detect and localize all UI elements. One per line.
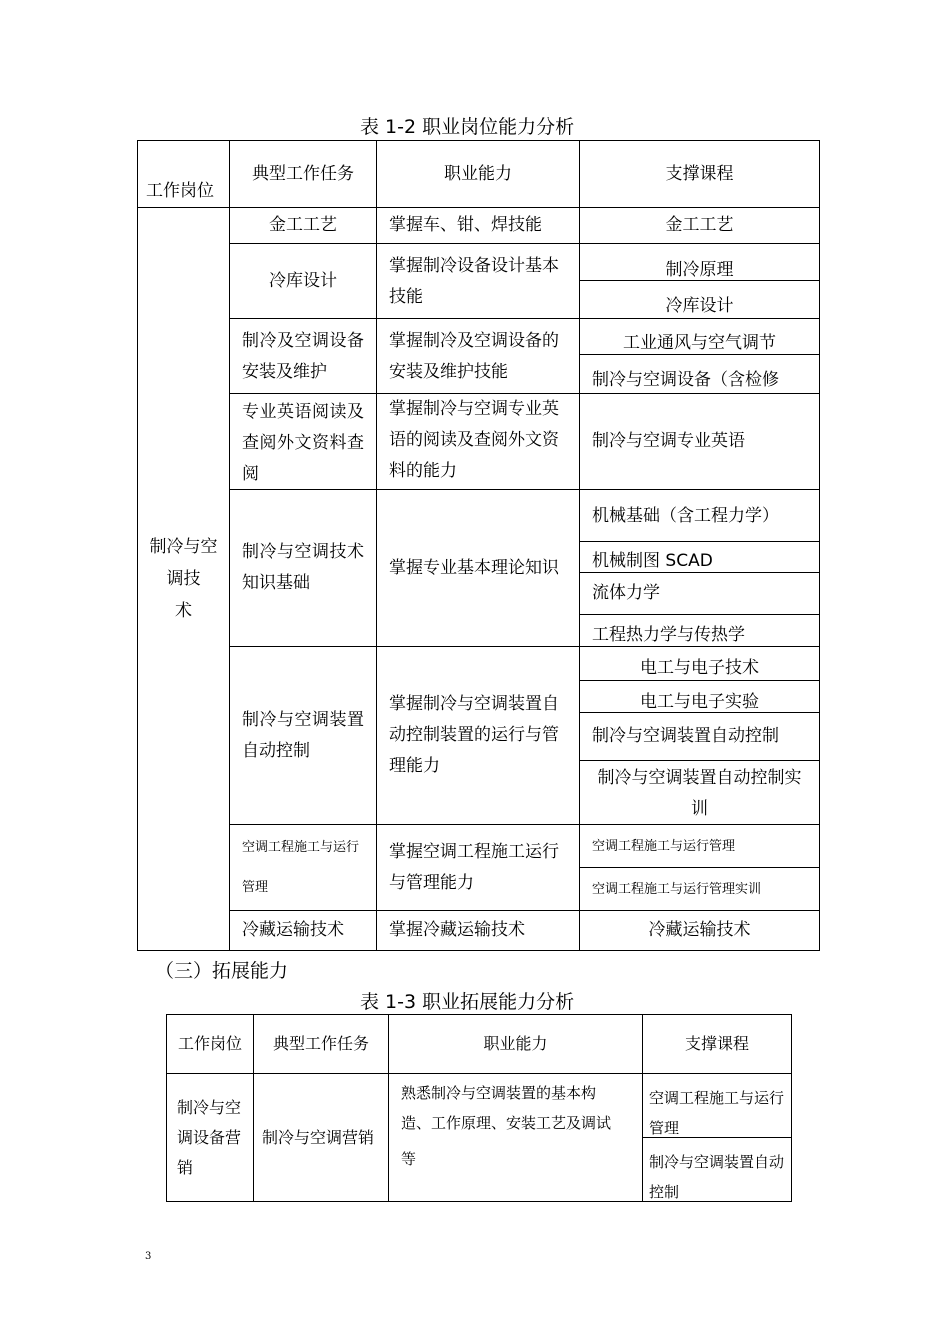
t1-course-4-2: 流体力学 bbox=[579, 572, 820, 615]
t1-course-5-2: 制冷与空调装置自动控制 bbox=[579, 712, 820, 761]
t1-course-5-3: 制冷与空调装置自动控制实训 bbox=[579, 760, 820, 825]
t2-ability-line-3: 等 bbox=[401, 1150, 417, 1168]
t2-ability-line-2: 造、工作原理、安装工艺及调试 bbox=[401, 1114, 612, 1132]
t2-ability-line-1: 熟悉制冷与空调装置的基本构 bbox=[401, 1084, 597, 1102]
t1-course-4-3: 工程热力学与传热学 bbox=[579, 614, 820, 647]
t1-course-2-1: 制冷与空调设备（含检修 bbox=[579, 354, 820, 394]
page-number: 3 bbox=[145, 1251, 152, 1262]
t1-course-4-0: 机械基础（含工程力学） bbox=[579, 489, 820, 542]
t1-header-job bbox=[137, 140, 230, 208]
t1-header-task: 典型工作任务 bbox=[229, 140, 377, 208]
t2-course-1: 制冷与空调装置自动控制 bbox=[642, 1137, 792, 1202]
t1-course-0-0: 金工工艺 bbox=[579, 207, 820, 244]
t1-task-2: 制冷及空调设备安装及维护 bbox=[229, 318, 377, 394]
t1-ability-5: 掌握制冷与空调装置自动控制装置的运行与管理能力 bbox=[376, 646, 580, 825]
t1-task-7: 冷藏运输技术 bbox=[229, 910, 377, 951]
t1-job-cell: 制冷与空 调技 术 bbox=[137, 207, 230, 951]
t1-course-6-0: 空调工程施工与运行管理 bbox=[579, 824, 820, 868]
t1-course-4-1: 机械制图 SCAD bbox=[579, 541, 820, 573]
t1-task-3: 专业英语阅读及查阅外文资料查阅 bbox=[229, 393, 377, 490]
t1-task-4: 制冷与空调技术知识基础 bbox=[229, 489, 377, 647]
t1-task-0: 金工工艺 bbox=[229, 207, 377, 244]
t2-task-cell: 制冷与空调营销 bbox=[253, 1073, 389, 1202]
t1-course-1-1: 冷库设计 bbox=[579, 280, 820, 319]
t1-ability-1: 掌握制冷设备设计基本技能 bbox=[376, 243, 580, 319]
table2-caption: 表 1-3 职业拓展能力分析 bbox=[360, 991, 575, 1013]
t2-header-job: 工作岗位 bbox=[166, 1014, 254, 1074]
t2-header-ability: 职业能力 bbox=[388, 1014, 643, 1074]
t1-course-5-1: 电工与电子实验 bbox=[579, 680, 820, 713]
t2-job-cell: 制冷与空调设备营销 bbox=[166, 1073, 254, 1202]
t2-header-task: 典型工作任务 bbox=[253, 1014, 389, 1074]
t1-course-3-0: 制冷与空调专业英语 bbox=[579, 393, 820, 490]
t1-ability-3: 掌握制冷与空调专业英语的阅读及查阅外文资料的能力 bbox=[376, 393, 580, 490]
t2-header-course: 支撑课程 bbox=[642, 1014, 792, 1074]
t2-ability-cell bbox=[388, 1073, 643, 1202]
t1-ability-4: 掌握专业基本理论知识 bbox=[376, 489, 580, 647]
t1-course-7-0: 冷藏运输技术 bbox=[579, 910, 820, 951]
t1-header-job-text: 工作岗位 bbox=[146, 181, 214, 201]
t1-course-2-0: 工业通风与空气调节 bbox=[579, 318, 820, 355]
table1-caption: 表 1-2 职业岗位能力分析 bbox=[360, 116, 575, 138]
t1-task-6: 空调工程施工与运行管理 bbox=[229, 824, 377, 911]
t1-ability-2: 掌握制冷及空调设备的安装及维护技能 bbox=[376, 318, 580, 394]
t1-header-ability: 职业能力 bbox=[376, 140, 580, 208]
t1-course-6-1: 空调工程施工与运行管理实训 bbox=[579, 867, 820, 911]
t1-task-1: 冷库设计 bbox=[229, 243, 377, 319]
t2-course-0: 空调工程施工与运行管理 bbox=[642, 1073, 792, 1138]
t1-header-course: 支撑课程 bbox=[579, 140, 820, 208]
t1-course-1-0: 制冷原理 bbox=[579, 243, 820, 281]
t1-ability-0: 掌握车、钳、焊技能 bbox=[376, 207, 580, 244]
section-heading: （三）拓展能力 bbox=[155, 960, 289, 982]
t1-course-5-0: 电工与电子技术 bbox=[579, 646, 820, 681]
t1-ability-7: 掌握冷藏运输技术 bbox=[376, 910, 580, 951]
t1-task-5: 制冷与空调装置自动控制 bbox=[229, 646, 377, 825]
t1-ability-6: 掌握空调工程施工运行与管理能力 bbox=[376, 824, 580, 911]
